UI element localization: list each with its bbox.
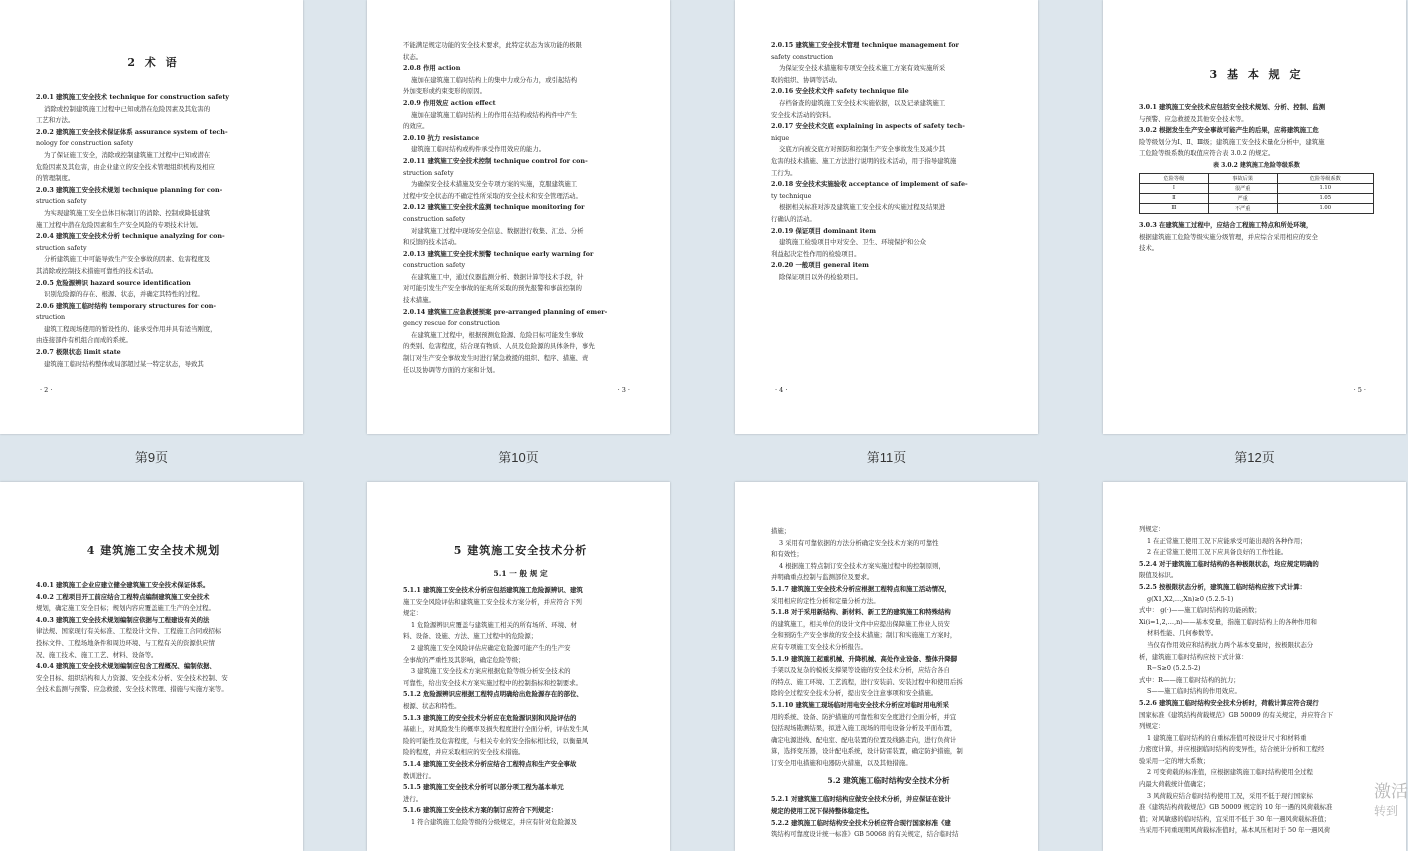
text-line: 除的全过程安全技术分析，提出安全注意事项和安全措施。 (771, 689, 938, 698)
page-14 (367, 482, 670, 851)
text-line: 式中：R——施工临时结构的抗力； (1139, 675, 1240, 684)
text-line: 工行为。 (771, 168, 797, 177)
text-line: 制订对生产安全事故发生时进行紧急救援的组织、程序、措施、责 (403, 354, 589, 363)
text-line: 与预警、应急救援及其他安全技术等。 (1139, 114, 1248, 123)
text-line: 2.0.7 极限状态 limit state (36, 348, 121, 357)
text-line: 建筑施工临时结构或构件承受作用效应的能力。 (411, 145, 546, 154)
text-line: 建筑施工检验项目中对安全、卫生、环境保护和公众 (779, 238, 926, 247)
text-line: construction safety (403, 261, 466, 270)
text-line: 2.0.20 一般项目 general item (771, 261, 869, 270)
page-15-lines-after (771, 794, 1006, 840)
text-line: 5.1.3 建筑施工的安全技术分析应在危险源识别和风险评估的 (403, 713, 577, 722)
text-line: 可靠性，给出安全技术方案实施过程中的控制指标和控制要求。 (403, 678, 582, 687)
text-line: struction safety (36, 243, 87, 252)
table-cell: 1.05 (1277, 193, 1373, 203)
page-caption-11[interactable]: 第11页 (866, 450, 907, 465)
text-line: 对可能引发生产安全事故的征兆所采取的预先报警和事前控制的 (403, 284, 582, 293)
text-line: Xi(i=1,2,…,n)——基本变量，指施工临时结构上的各种作用和 (1139, 617, 1317, 626)
text-line: 4 根据施工特点制订安全技术方案实施过程中的控制原则， (779, 561, 945, 570)
text-line: 和反馈的技术活动。 (403, 238, 461, 247)
page-9 (0, 0, 303, 434)
text-line: 当采用不同重现期风荷载标准值时，基本风压相对于 50 年一遇风荷 (1139, 826, 1331, 835)
text-line: 3.0.2 根据发生生产安全事故可能产生的后果，应将建筑施工危 (1139, 126, 1319, 135)
text-line: 2.0.9 作用效应 action effect (403, 98, 496, 107)
text-line: 律法规、国家现行有关标准、工程设计文件、工程施工合同或招标 (36, 627, 222, 636)
text-line: struction safety (36, 197, 87, 206)
activation-watermark (1374, 780, 1408, 818)
page-16-content (1139, 524, 1374, 837)
text-line: 并明确重点控制与监测部位及要求。 (771, 573, 874, 582)
text-line: 规划，确定施工安全目标；规划内容应覆盖施工生产的全过程。 (36, 604, 215, 613)
page-12-content (1139, 40, 1374, 255)
text-line: 和有效性； (771, 550, 803, 559)
text-line: 5.1.8 对于采用新结构、新材料、新工艺的建筑施工和特殊结构 (771, 608, 951, 617)
text-line: 3 采用有可靠依据的方法分析确定安全技术方案的可靠性 (779, 538, 939, 547)
page-14-lines (403, 585, 638, 828)
text-line: 为保证安全技术措施和专项安全技术施工方案有效实施所采 (779, 64, 946, 73)
text-line: 用的系统、设备、防护措施的可靠性和安全度进行全面分析，并宜 (771, 712, 957, 721)
text-line: 3 风荷载应结合临时结构使用工况，采用不低于现行国家标 (1147, 791, 1313, 800)
text-line: 规定： (403, 609, 423, 618)
text-line: 4.0.4 建筑施工安全技术规划编制应包含工程概况、编制依据、 (36, 662, 216, 671)
table-cell: Ⅱ (1140, 193, 1209, 203)
page-11 (735, 0, 1038, 434)
text-line: 利益起决定性作用的检验项目。 (771, 249, 861, 258)
text-line: 建筑工程现场使用的暂设性的、能承受作用并具有适当刚度， (44, 324, 217, 333)
table-cell: Ⅲ (1140, 203, 1209, 213)
text-line: 2.0.17 安全技术交底 explaining in aspects of safety tech- (771, 122, 965, 131)
text-line: 采用相应的定性分析和定量分析方法。 (771, 596, 880, 605)
table-cell: 1.00 (1277, 203, 1373, 213)
text-line: 4.0.3 建筑施工安全技术规划编制应依据与工程建设有关的法 (36, 615, 210, 624)
page-number: · 5 · (1353, 386, 1366, 394)
text-line: 5.1.6 建筑施工安全技术方案的制订应符合下列规定： (403, 806, 558, 815)
page-number: · 2 · (40, 386, 53, 394)
text-line: 2.0.16 安全技术文件 safety technique file (771, 87, 909, 96)
table-title: 表 3.0.2 建筑施工危险等级系数 (1213, 161, 1300, 169)
page-15-content (771, 526, 1006, 841)
text-line: 措施； (771, 527, 791, 535)
page-9-content (36, 40, 271, 370)
text-line: 3 建筑施工安全技术方案应根据危险等级分析安全技术的 (411, 667, 571, 676)
text-line: 3.0.3 在建筑施工过程中，应结合工程施工特点和所处环境， (1139, 220, 1313, 229)
text-line: 安全目标、组织结构和人力资源、安全技术分析、安全技术控制、安 (36, 673, 228, 682)
text-line: 任以及协调等方面的方案和计划。 (403, 365, 499, 374)
text-line: 基础上，对风险发生的概率及损失程度进行全面分析，评估发生风 (403, 725, 589, 734)
text-line: 险等级划分为Ⅰ、Ⅱ、Ⅲ级；建筑施工安全技术量化分析中，建筑施 (1139, 137, 1325, 146)
text-line: 析，建筑施工临时结构应按下式计算： (1139, 652, 1248, 661)
page-number: · 3 · (617, 386, 630, 394)
page-14-content (403, 542, 638, 828)
text-line: 不能满足规定功能的安全技术要求，此特定状态为该功能的极限 (403, 41, 582, 49)
page-15 (735, 482, 1038, 851)
text-line: 存档备查的建筑施工安全技术实施依据，以及记录建筑施工 (779, 98, 946, 107)
text-line: gency rescue for construction (403, 319, 500, 328)
text-line: 的特点、施工环境、工艺流程，进行安装前、安装过程中和使用后拆 (771, 677, 963, 686)
watermark-line-2: 转到 (1374, 804, 1399, 818)
chapter-title: 3 基 本 规 定 (1209, 68, 1304, 81)
text-line: R−S≥0 (5.2.5-2) (1147, 664, 1201, 673)
text-line: 力密度计算，并应根据临时结构的变异性，结合统计分析和工程经 (1139, 745, 1325, 754)
page-caption-10[interactable]: 第10页 (498, 450, 539, 465)
text-line: 工危险等级系数的取值应符合表 3.0.2 的规定。 (1139, 149, 1275, 158)
text-line: 5.2.5 按极限状态分析，建筑施工临时结构应按下式计算： (1139, 582, 1306, 591)
text-line: 在建筑施工过程中，根据预测危险源、危险目标可能发生事故 (411, 330, 584, 339)
text-line: 况、施工技术、施工工艺、材料、设备等。 (36, 650, 158, 659)
text-line: 在建筑施工中，通过仪器监测分析、数据计算等技术手段，针 (411, 272, 584, 281)
text-line: 施加在建筑施工临时结构上的集中力或分布力，或引起结构 (411, 75, 578, 84)
text-line: g(X1,X2,…,Xn)≥0 (5.2.5-1) (1147, 594, 1234, 603)
page-16-lines (1139, 524, 1374, 837)
text-line: 1 在正常施工使用工况下应能承受可能出现的各种作用； (1147, 536, 1307, 545)
page-13 (0, 482, 303, 851)
text-line: 5.1.1 建筑施工安全技术分析应包括建筑施工危险源辨识、建筑 (403, 586, 583, 594)
text-line: ty technique (771, 191, 812, 200)
section-title: 5.1 一 般 规 定 (493, 569, 548, 578)
page-16 (1103, 482, 1406, 851)
text-line: 分析建筑施工中可能导致生产安全事故的因素、危害程度及 (44, 255, 211, 264)
page-13-content (36, 542, 271, 696)
page-caption-12[interactable]: 第12页 (1234, 450, 1275, 465)
text-line: 交底方向被交底方对预防和控制生产安全事故发生及减少其 (779, 145, 946, 154)
text-line: 2.0.14 建筑施工应急救援预案 pre-arranged planning of emer- (403, 307, 608, 316)
risk-level-table (1139, 173, 1374, 214)
text-line: 投标文件、工程场地条件和周边环境、与工程有关的资源供应情 (36, 638, 215, 647)
text-line: 2.0.13 建筑施工安全技术预警 technique early warning for (403, 249, 594, 258)
text-line: 2.0.19 保证项目 dominant item (771, 226, 876, 235)
text-line: S——施工临时结构的作用效应。 (1147, 687, 1241, 696)
text-line: 列规定： (1139, 525, 1165, 533)
text-line: 技术。 (1139, 244, 1159, 253)
table-cell: 1.10 (1277, 183, 1373, 193)
text-line: 安全技术活动的资料。 (771, 110, 835, 119)
text-line: 包括现场勘测结果，拟进入施工现场的用电设备分析及平面布置， (771, 724, 957, 733)
page-12-lines-after (1139, 220, 1374, 255)
text-line: 2.0.12 建筑施工安全技术监测 technique monitoring for (403, 203, 585, 212)
text-line: 5.1.9 建筑施工起重机械、升降机械、高处作业设备、整体升降脚 (771, 654, 958, 663)
text-line: 外加变形或约束变形的原因。 (403, 87, 487, 96)
text-line: 2 可变荷载的标准值，应根据建筑施工临时结构使用全过程 (1147, 768, 1313, 777)
text-line: 建筑施工临时结构整体或局部超过某一特定状态，导致其 (44, 359, 204, 368)
text-line: 根据相关标准对涉及建筑施工安全技术的实施过程及结果进 (779, 203, 946, 212)
text-line: 取的组织、协调等活动。 (771, 75, 842, 84)
text-line: 1 建筑施工临时结构的自重标准值可按设计尺寸和材料重 (1147, 733, 1307, 742)
text-line: 行确认的活动。 (771, 214, 816, 223)
text-line: 5.1.2 危险源辨识应根据工程特点明确给出危险源存在的部位、 (403, 690, 583, 699)
text-line: 当仅有作用效应和结构抗力两个基本变量时，按极限状态分 (1147, 640, 1314, 649)
text-line: 5.2.6 建筑施工临时结构安全技术分析时，荷载计算应符合现行 (1139, 698, 1319, 707)
text-line: 2 建筑施工安全风险评估应确定危险源可能产生的生产安 (411, 643, 571, 652)
text-line: 式中： g(·)——施工临时结构的功能函数； (1139, 606, 1261, 615)
text-line: 险的可能性及危害程度，与相关专业的安全指标相比较，以衡量风 (403, 736, 589, 745)
text-line: 全和预防生产安全事故的安全技术措施；制订和实施施工方案时， (771, 631, 957, 640)
text-line: 料、设备、设施、方法、施工过程中的危险源； (403, 632, 538, 641)
text-line: 5.1.10 建筑施工现场临时用电安全技术分析应对临时用电所采 (771, 700, 949, 709)
text-line: 手架以及复杂的模板支撑架等设施的安全技术分析，应结合各自 (771, 666, 950, 675)
text-line: 4.0.1 建筑施工企业应建立健全建筑施工安全技术保证体系。 (36, 581, 210, 589)
text-line: 5.2.2 建筑施工临时结构安全技术分析应符合现行国家标准《建 (771, 818, 951, 827)
page-10-content (403, 40, 638, 376)
text-line: 由连接部件有机组合而成的系统。 (36, 336, 132, 345)
text-line: 全事故的严重性及其影响，确定危险等级； (403, 655, 525, 664)
text-line: 5.1.7 建筑施工安全技术分析应根据工程特点和施工活动情况， (771, 584, 951, 593)
text-line: 的管理制度。 (36, 174, 75, 183)
text-line: 2.0.6 建筑施工临时结构 temporary structures for con- (36, 301, 217, 310)
text-line: 3.0.1 建筑施工安全技术应包括安全技术规划、分析、控制、监测 (1139, 103, 1326, 111)
table-header: 危险等级系数 (1277, 173, 1373, 183)
text-line: 5.1.4 建筑施工安全技术分析应结合工程特点和生产安全事故 (403, 759, 577, 768)
text-line: 的效应。 (403, 122, 429, 131)
text-line: 列规定： (1139, 722, 1165, 731)
text-line: 险的程度，并应采取相应的安全技术措施。 (403, 748, 525, 757)
text-line: 过程中安全状态的不确定性所采取的安全技术和安全管理活动。 (403, 191, 582, 200)
text-line: 2 在正常施工使用工况下应具备良好的工作性能。 (1147, 548, 1288, 557)
table-cell: 严重 (1208, 193, 1277, 203)
text-line: 为实现建筑施工安全总体目标制订的消除、控制或降低建筑 (44, 208, 211, 217)
text-line: nique (771, 133, 790, 142)
text-line: 2.0.18 安全技术实施验收 acceptance of implement of safe- (771, 180, 968, 189)
text-line: 为确保安全技术措施及安全专项方案的实施，克服建筑施工 (411, 180, 578, 189)
text-line: 2.0.3 建筑施工安全技术规划 technique planning for con- (36, 185, 223, 194)
text-line: 2.0.4 建筑施工安全技术分析 technique analyzing for con- (36, 232, 225, 241)
chapter-title: 2 术 语 (127, 56, 180, 69)
text-line: 材料性能、几何参数等。 (1147, 629, 1218, 638)
text-line: 限值及标识。 (1139, 571, 1178, 580)
text-line: 全技术监测与预警、应急救援、安全技术管理、措施与实施方案等。 (36, 685, 228, 694)
text-line: 订安全用电措施和电器防火措施，以及其他措施。 (771, 758, 912, 767)
text-line: 5.2.4 对于建筑施工临时结构的各种极限状态，均应规定明确的 (1139, 559, 1319, 568)
text-line: 工艺和方法。 (36, 116, 75, 125)
text-line: 施工过程中潜在危险因素和生产安全风险的专项技术计划。 (36, 220, 203, 229)
text-line: 状态。 (403, 52, 423, 61)
text-line: struction safety (403, 168, 454, 177)
text-line: 的类别、危害程度，结合现有物质、人员及危险源的具体条件，事先 (403, 342, 595, 351)
text-line: 算，选择变压器，设计配电系统，设计防雷装置，确定防护措施，制 (771, 747, 963, 756)
text-line: 其消除或控制技术措施可靠性的技术活动。 (36, 266, 158, 275)
text-line: nology for construction safety (36, 139, 134, 148)
text-line: 验采用一定的增大系数； (1139, 756, 1210, 765)
text-line: 筑结构可靠度设计统一标准》GB 50068 的有关规定，结合临时结 (771, 830, 959, 839)
table-row (1140, 203, 1374, 213)
table-header-row (1140, 173, 1374, 183)
table-header: 事故后果 (1208, 173, 1277, 183)
table-cell: 很严重 (1208, 183, 1277, 193)
text-line: 危险因素及其危害，由企业建立的安全技术管理组织机构及相应 (36, 162, 215, 171)
text-line: 2.0.10 抗力 resistance (403, 133, 480, 142)
text-line: 技术措施。 (403, 296, 435, 305)
watermark-line-1: 激活 (1374, 782, 1408, 801)
text-line: 规定的使用工况下保持整体稳定性。 (771, 807, 874, 816)
page-12 (1103, 0, 1406, 434)
text-line: 的建筑施工，相关单位的设计文件中应提出保障施工作业人员安 (771, 619, 950, 628)
table-cell: Ⅰ (1140, 183, 1209, 193)
text-line: 应有专项施工安全技术分析报告。 (771, 642, 867, 651)
text-line: 4.0.2 工程项目开工前应结合工程特点编制建筑施工安全技术 (36, 592, 210, 601)
text-line: 根据建筑施工危险等级实施分级管理，并应综合采用相应的安全 (1139, 232, 1318, 241)
text-line: 根源、状态和特性。 (403, 701, 461, 710)
chapter-title: 5 建筑施工安全技术分析 (453, 544, 588, 557)
text-line: 对建筑施工过程中现场安全信息、数据进行收集、汇总、分析 (411, 226, 584, 235)
text-line: 内最大荷载统计值确定； (1139, 780, 1210, 789)
text-line: 准《建筑结构荷载规范》GB 50009 规定的 10 年一遇的风荷载标准 (1139, 803, 1333, 812)
text-line: 2.0.15 建筑施工安全技术管理 technique management for (771, 41, 959, 49)
page-9-lines (36, 92, 271, 370)
text-line: 5.1.5 建筑施工安全技术分析可以部分项工程为基本单元 (403, 783, 564, 792)
text-line: 消除或控制建筑施工过程中已知或潜在危险因素及其危害的 (44, 104, 211, 113)
text-line: 确定电源进线、配电室、配电装置的位置及线路走向，进行负荷计 (771, 735, 957, 744)
text-line: 为了保证施工安全，消除或控制建筑施工过程中已知或潜在 (44, 150, 211, 159)
page-10 (367, 0, 670, 434)
page-10-lines (403, 40, 638, 376)
page-13-lines (36, 580, 271, 696)
text-line: 5.2.1 对建筑施工临时结构应做安全技术分析，并应保证在设计 (771, 795, 951, 804)
page-caption-9[interactable]: 第9页 (134, 450, 169, 465)
text-line: 施工安全风险评估和建筑施工安全技术方案分析，并应符合下列 (403, 597, 582, 606)
page-12-lines-before (1139, 102, 1374, 160)
text-line: 2.0.2 建筑施工安全技术保证体系 assurance system of tech- (36, 127, 228, 136)
text-line: 2.0.8 作用 action (403, 64, 461, 73)
text-line: 2.0.1 建筑施工安全技术 technique for construction safety (36, 93, 229, 101)
chapter-title: 4 建筑施工安全技术规划 (86, 544, 221, 557)
table-cell: 不严重 (1208, 203, 1277, 213)
table-header: 危险等级 (1140, 173, 1209, 183)
table-row (1140, 183, 1374, 193)
section-title: 5.2 建筑施工临时结构安全技术分析 (827, 776, 950, 786)
text-line: struction (36, 313, 66, 322)
text-line: construction safety (403, 214, 466, 223)
text-line: safety construction (771, 52, 834, 61)
text-line: 危害的技术措施、施工方法进行说明的技术活动，用于指导建筑施 (771, 156, 957, 165)
table-row (1140, 193, 1374, 203)
text-line: 国家标准《建筑结构荷载规范》GB 50009 的有关规定，并应符合下 (1139, 710, 1333, 719)
text-line: 1 符合建筑施工危险等级的分级规定，并应有针对危险源及 (411, 817, 577, 826)
page-11-content (771, 40, 1006, 283)
text-line: 值；对风敏感的临时结构，宜采用不低于 30 年一遇风荷载标准值； (1139, 814, 1331, 823)
text-line: 教训进行。 (403, 771, 435, 780)
text-line: 施加在建筑施工临时结构上的作用在结构或结构构件中产生 (411, 110, 578, 119)
page-11-lines (771, 40, 1006, 283)
page-15-lines-before (771, 526, 1006, 769)
text-line: 2.0.11 建筑施工安全技术控制 technique control for con- (403, 156, 588, 165)
text-line: 1 危险源辨识应覆盖与建筑施工相关的所有场所、环境、材 (411, 620, 577, 629)
page-number: · 4 · (775, 386, 788, 394)
text-line: 识别危险源的存在、根源、状态，并确定其特性的过程。 (44, 290, 204, 299)
text-line: 进行。 (403, 794, 423, 803)
text-line: 2.0.5 危险源辨识 hazard source identification (36, 278, 191, 287)
text-line: 除保证项目以外的检验项目。 (779, 272, 863, 281)
